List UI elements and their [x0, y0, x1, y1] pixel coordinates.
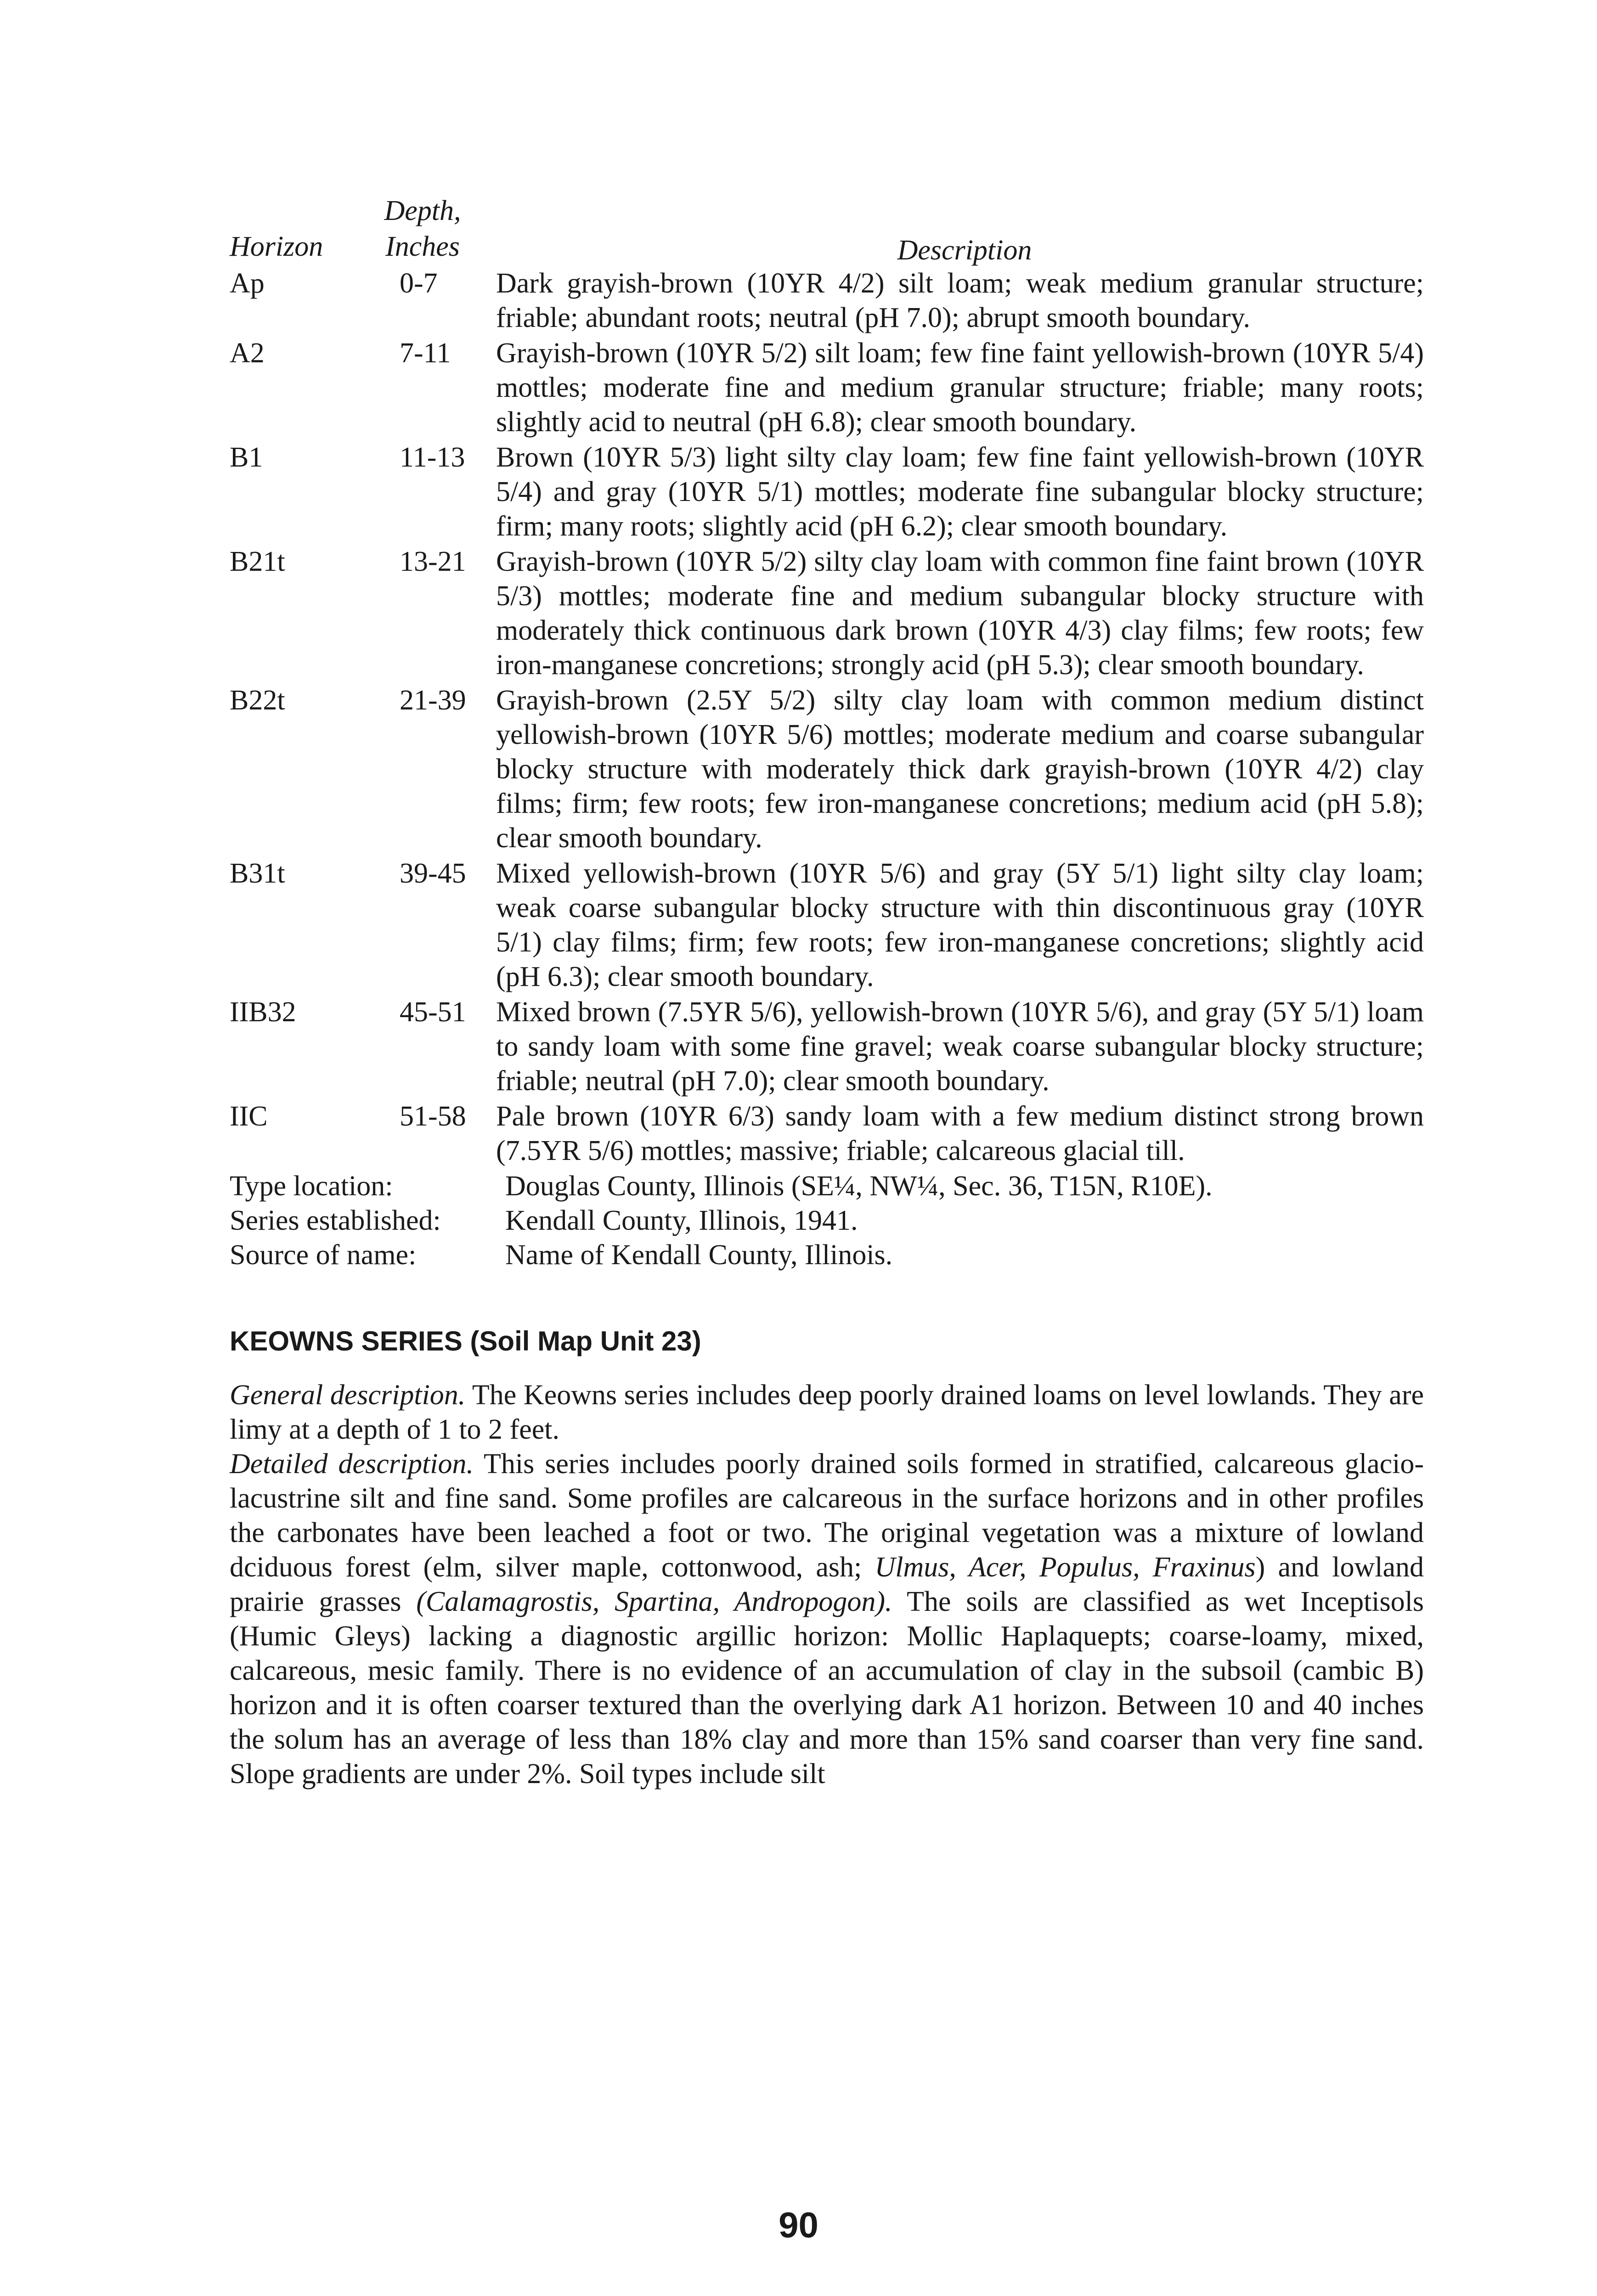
horizon-cell: A2 [230, 338, 265, 369]
table-row [230, 683, 1424, 855]
horizon-cell: B1 [230, 442, 263, 473]
series-established-value: Kendall County, Illinois, 1941. [505, 1205, 858, 1236]
description-cell: Dark grayish-brown (10YR 4/2) silt loam; weak medium granular structure; friable; abundant roots; neutral (pH 7.0); abrupt smooth boundary. [496, 268, 1424, 333]
table-row [230, 336, 1424, 439]
genus-list-1: Ulmus, Acer, Populus, Fraxinus [875, 1552, 1256, 1583]
depth-cell: 39-45 [400, 858, 466, 889]
table-row [230, 1099, 1424, 1168]
source-of-name-label: Source of name: [230, 1239, 417, 1271]
depth-cell: 11-13 [400, 442, 465, 473]
description-cell: Mixed brown (7.5YR 5/6), yellowish-brown (10YR 5/6), and gray (5Y 5/1) loam to sandy loam with some fine gravel; weak coarse subangular blocky structure; friable; neutral (pH 7.0); clear smooth boundary. [496, 996, 1424, 1097]
horizon-cell: B21t [230, 546, 285, 577]
series-established-row [230, 1204, 1424, 1238]
table-header [230, 184, 1424, 266]
general-description-paragraph [230, 1378, 1424, 1447]
horizon-cell: B22t [230, 685, 285, 716]
detailed-description-text-2: ) and lowland prairie grasses [230, 1552, 1424, 1617]
horizon-cell: IIC [230, 1101, 268, 1132]
depth-cell: 0-7 [400, 268, 438, 299]
description-cell: Grayish-brown (2.5Y 5/2) silty clay loam with common medium distinct yellowish-brown (10YR 5/6) mottles; moderate medium and coarse subangular blocky structure with moderately thick dark grayish-brown (10YR 4/2) clay films; firm; few roots; few iron-manganese concretions; medium acid (pH 5.8); clear smooth boundary. [496, 685, 1424, 854]
description-cell: Grayish-brown (10YR 5/2) silt loam; few fine faint yellowish-brown (10YR 5/4) mottles; moderate fine and medium granular structure; friable; many roots; slightly acid to neutral (pH 6.8); clear smooth boundary. [496, 338, 1424, 438]
horizon-cell: B31t [230, 858, 285, 889]
header-horizon: Horizon [230, 231, 323, 262]
header-description: Description [897, 235, 1032, 266]
section-heading: KEOWNS SERIES (Soil Map Unit 23) [230, 1326, 701, 1356]
table-row [230, 995, 1424, 1098]
detailed-description-text-1: This series includes poorly drained soils formed in stratified, calcareous glacio-lacustrine silt and fine sand. Some profiles are calcareous in the surface horizons and in other profiles the carbonates have been leached a foot or two. The original vegetation was a mixture of lowland dciduous forest (elm, silver maple, cottonwood, ash; [230, 1448, 1424, 1583]
header-depth [349, 193, 496, 264]
type-location-value: Douglas County, Illinois (SE¼, NW¼, Sec. 36, T15N, R10E). [505, 1171, 1213, 1202]
depth-cell: 13-21 [400, 546, 466, 577]
depth-cell: 21-39 [400, 685, 466, 716]
detailed-description-paragraph [230, 1447, 1424, 1791]
horizon-table [230, 266, 1424, 1168]
header-depth-line2: Inches [385, 231, 460, 262]
horizon-cell: Ap [230, 268, 265, 299]
table-row [230, 545, 1424, 682]
description-cell: Pale brown (10YR 6/3) sandy loam with a few medium distinct strong brown (7.5YR 5/6) mottles; massive; friable; calcareous glacial till. [496, 1101, 1424, 1166]
header-depth-line1: Depth, [384, 195, 461, 226]
page-number: 90 [779, 2205, 818, 2245]
type-location-label: Type location: [230, 1171, 393, 1202]
depth-cell: 45-51 [400, 996, 466, 1028]
series-established-label: Series established: [230, 1205, 441, 1236]
description-cell: Mixed yellowish-brown (10YR 5/6) and gray (5Y 5/1) light silty clay loam; weak coarse subangular blocky structure with thin discontinuous gray (10YR 5/1) clay films; firm; few roots; few iron-manganese concretions; slightly acid (pH 6.3); clear smooth boundary. [496, 858, 1424, 992]
depth-cell: 7-11 [400, 338, 451, 369]
source-of-name-value: Name of Kendall County, Illinois. [505, 1239, 893, 1271]
source-of-name-row [230, 1238, 1424, 1272]
detailed-description-text-3: The soils are classified as wet Inceptisols (Humic Gleys) lacking a diagnostic argillic horizon: Mollic Haplaquepts; coarse-loamy, mixed, calcareous, mesic family. There is no evidence of an accumulation of clay in the subsoil (cambic B) horizon and it is often coarser textured than the overlying dark A1 horizon. Between 10 and 40 inches the solum has an average of less than 18% clay and more than 15% sand coarser than very fine sand. Slope gradients are under 2%. Soil types include silt [230, 1586, 1424, 1790]
description-cell: Grayish-brown (10YR 5/2) silty clay loam with common fine faint brown (10YR 5/3) mottles; moderate fine and medium subangular blocky structure with moderately thick continuous dark brown (10YR 4/3) clay films; few roots; few iron-manganese concretions; strongly acid (pH 5.3); clear smooth boundary. [496, 546, 1424, 681]
document-page [230, 184, 1424, 1791]
depth-cell: 51-58 [400, 1101, 466, 1132]
genus-list-2: (Calamagrostis, Spartina, Andropogon). [416, 1586, 892, 1617]
table-row [230, 440, 1424, 544]
table-row [230, 266, 1424, 335]
general-description-text: The Keowns series includes deep poorly drained loams on level lowlands. They are limy at a depth of 1 to 2 feet. [230, 1379, 1424, 1445]
description-cell: Brown (10YR 5/3) light silty clay loam; few fine faint yellowish-brown (10YR 5/4) and gray (10YR 5/1) mottles; moderate fine subangular blocky structure; firm; many roots; slightly acid (pH 6.2); clear smooth boundary. [496, 442, 1424, 542]
table-row [230, 856, 1424, 994]
horizon-cell: IIB32 [230, 996, 296, 1028]
type-location-row [230, 1169, 1424, 1204]
series-metadata [230, 1169, 1424, 1272]
detailed-description-label: Detailed description. [230, 1448, 474, 1480]
general-description-label: General description. [230, 1379, 466, 1411]
